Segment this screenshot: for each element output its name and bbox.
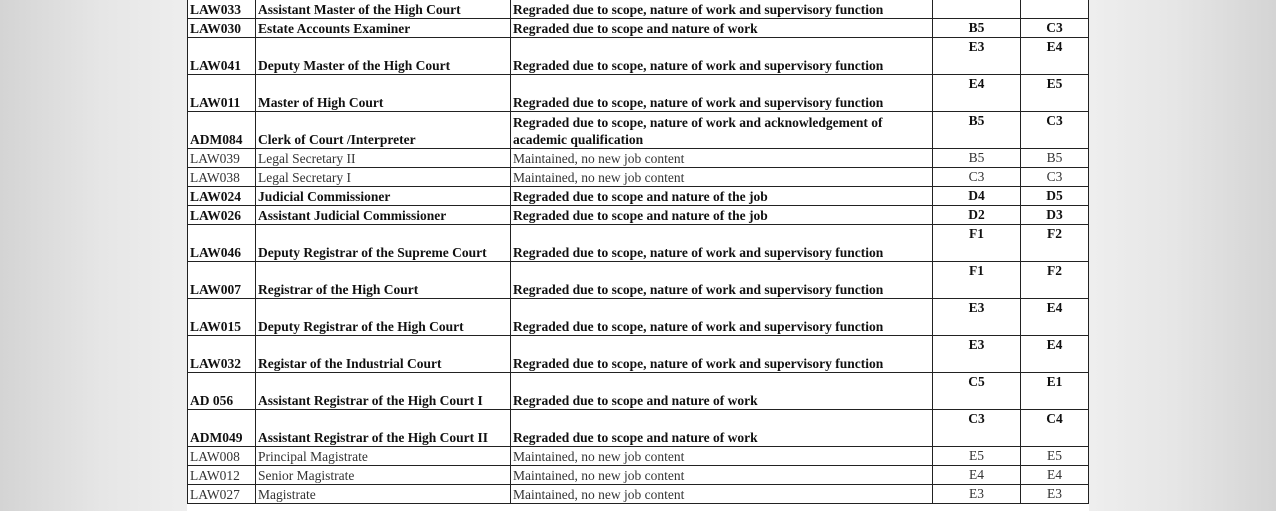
proposed-grade: C4 bbox=[1021, 410, 1089, 447]
job-code: LAW015 bbox=[188, 299, 256, 336]
job-title: Registar of the Industrial Court bbox=[256, 336, 511, 373]
job-title: Legal Secretary I bbox=[256, 168, 511, 187]
regrading-reason: Regraded due to scope and nature of work bbox=[511, 19, 933, 38]
current-grade: C5 bbox=[933, 373, 1021, 410]
job-code: LAW039 bbox=[188, 149, 256, 168]
regrading-reason: Regraded due to scope and nature of work bbox=[511, 373, 933, 410]
current-grade: E4 bbox=[933, 75, 1021, 112]
table-row bbox=[188, 373, 1089, 410]
regrading-reason: Regraded due to scope, nature of work and supervisory function bbox=[511, 0, 933, 19]
job-title: Clerk of Court /Interpreter bbox=[256, 112, 511, 149]
proposed-grade: F2 bbox=[1021, 225, 1089, 262]
table-row bbox=[188, 410, 1089, 447]
current-grade: F1 bbox=[933, 225, 1021, 262]
table-row bbox=[188, 262, 1089, 299]
job-code: LAW032 bbox=[188, 336, 256, 373]
job-title: Deputy Master of the High Court bbox=[256, 38, 511, 75]
job-code: LAW008 bbox=[188, 447, 256, 466]
proposed-grade: B5 bbox=[1021, 149, 1089, 168]
proposed-grade bbox=[1021, 0, 1089, 19]
job-code: LAW033 bbox=[188, 0, 256, 19]
regrading-reason: Regraded due to scope, nature of work and supervisory function bbox=[511, 225, 933, 262]
job-code: ADM049 bbox=[188, 410, 256, 447]
job-code: LAW038 bbox=[188, 168, 256, 187]
current-grade: C3 bbox=[933, 410, 1021, 447]
job-code: LAW024 bbox=[188, 187, 256, 206]
job-code: LAW027 bbox=[188, 485, 256, 504]
proposed-grade: E5 bbox=[1021, 447, 1089, 466]
job-title: Registrar of the High Court bbox=[256, 262, 511, 299]
current-grade bbox=[933, 0, 1021, 19]
regrading-reason: Regraded due to scope, nature of work and supervisory function bbox=[511, 299, 933, 336]
regrading-reason: Maintained, no new job content bbox=[511, 447, 933, 466]
proposed-grade: E3 bbox=[1021, 485, 1089, 504]
job-code: LAW030 bbox=[188, 19, 256, 38]
table-row bbox=[188, 447, 1089, 466]
table-row bbox=[188, 0, 1089, 19]
regrading-reason: Regraded due to scope and nature of the job bbox=[511, 206, 933, 225]
current-grade: B5 bbox=[933, 19, 1021, 38]
regrading-reason: Regraded due to scope, nature of work and acknowledgement of academic qualification bbox=[511, 112, 933, 149]
table-row bbox=[188, 38, 1089, 75]
proposed-grade: E4 bbox=[1021, 299, 1089, 336]
table-row bbox=[188, 149, 1089, 168]
table-row bbox=[188, 19, 1089, 38]
table-row bbox=[188, 75, 1089, 112]
job-title: Magistrate bbox=[256, 485, 511, 504]
table-row bbox=[188, 112, 1089, 149]
table-row bbox=[188, 187, 1089, 206]
regrading-reason: Maintained, no new job content bbox=[511, 485, 933, 504]
regrading-reason: Regraded due to scope, nature of work and supervisory function bbox=[511, 38, 933, 75]
table-row bbox=[188, 168, 1089, 187]
regrading-reason: Regraded due to scope, nature of work and supervisory function bbox=[511, 262, 933, 299]
job-code: LAW046 bbox=[188, 225, 256, 262]
proposed-grade: D3 bbox=[1021, 206, 1089, 225]
job-title: Assistant Judicial Commissioner bbox=[256, 206, 511, 225]
proposed-grade: E4 bbox=[1021, 38, 1089, 75]
proposed-grade: E4 bbox=[1021, 336, 1089, 373]
regrading-reason: Maintained, no new job content bbox=[511, 466, 933, 485]
job-title: Deputy Registrar of the Supreme Court bbox=[256, 225, 511, 262]
current-grade: E4 bbox=[933, 466, 1021, 485]
current-grade: D2 bbox=[933, 206, 1021, 225]
table-row bbox=[188, 206, 1089, 225]
table-row bbox=[188, 485, 1089, 504]
job-title: Principal Magistrate bbox=[256, 447, 511, 466]
job-title: Assistant Registrar of the High Court I bbox=[256, 373, 511, 410]
current-grade: C3 bbox=[933, 168, 1021, 187]
job-title: Master of High Court bbox=[256, 75, 511, 112]
proposed-grade: C3 bbox=[1021, 19, 1089, 38]
proposed-grade: E4 bbox=[1021, 466, 1089, 485]
current-grade: E3 bbox=[933, 299, 1021, 336]
job-code: LAW007 bbox=[188, 262, 256, 299]
proposed-grade: D5 bbox=[1021, 187, 1089, 206]
table-row bbox=[188, 299, 1089, 336]
job-title: Assistant Master of the High Court bbox=[256, 0, 511, 19]
regrading-reason: Regraded due to scope and nature of work bbox=[511, 410, 933, 447]
job-code: LAW011 bbox=[188, 75, 256, 112]
current-grade: E3 bbox=[933, 485, 1021, 504]
proposed-grade: E1 bbox=[1021, 373, 1089, 410]
job-code: AD 056 bbox=[188, 373, 256, 410]
regrading-reason: Regraded due to scope, nature of work and supervisory function bbox=[511, 75, 933, 112]
job-code: ADM084 bbox=[188, 112, 256, 149]
regrading-reason: Maintained, no new job content bbox=[511, 168, 933, 187]
proposed-grade: F2 bbox=[1021, 262, 1089, 299]
current-grade: D4 bbox=[933, 187, 1021, 206]
current-grade: E3 bbox=[933, 336, 1021, 373]
current-grade: B5 bbox=[933, 149, 1021, 168]
job-code: LAW041 bbox=[188, 38, 256, 75]
job-title: Assistant Registrar of the High Court II bbox=[256, 410, 511, 447]
current-grade: B5 bbox=[933, 112, 1021, 149]
job-code: LAW012 bbox=[188, 466, 256, 485]
document-page bbox=[187, 0, 1089, 511]
job-title: Deputy Registrar of the High Court bbox=[256, 299, 511, 336]
proposed-grade: C3 bbox=[1021, 112, 1089, 149]
proposed-grade: E5 bbox=[1021, 75, 1089, 112]
table-row bbox=[188, 336, 1089, 373]
job-title: Estate Accounts Examiner bbox=[256, 19, 511, 38]
job-code: LAW026 bbox=[188, 206, 256, 225]
regrading-reason: Maintained, no new job content bbox=[511, 149, 933, 168]
current-grade: E3 bbox=[933, 38, 1021, 75]
table-row bbox=[188, 225, 1089, 262]
job-title: Senior Magistrate bbox=[256, 466, 511, 485]
current-grade: E5 bbox=[933, 447, 1021, 466]
regrading-reason: Regraded due to scope, nature of work and supervisory function bbox=[511, 336, 933, 373]
job-title: Judicial Commissioner bbox=[256, 187, 511, 206]
job-title: Legal Secretary II bbox=[256, 149, 511, 168]
proposed-grade: C3 bbox=[1021, 168, 1089, 187]
regrading-reason: Regraded due to scope and nature of the job bbox=[511, 187, 933, 206]
table-row bbox=[188, 466, 1089, 485]
job-grading-table bbox=[187, 0, 1089, 504]
current-grade: F1 bbox=[933, 262, 1021, 299]
